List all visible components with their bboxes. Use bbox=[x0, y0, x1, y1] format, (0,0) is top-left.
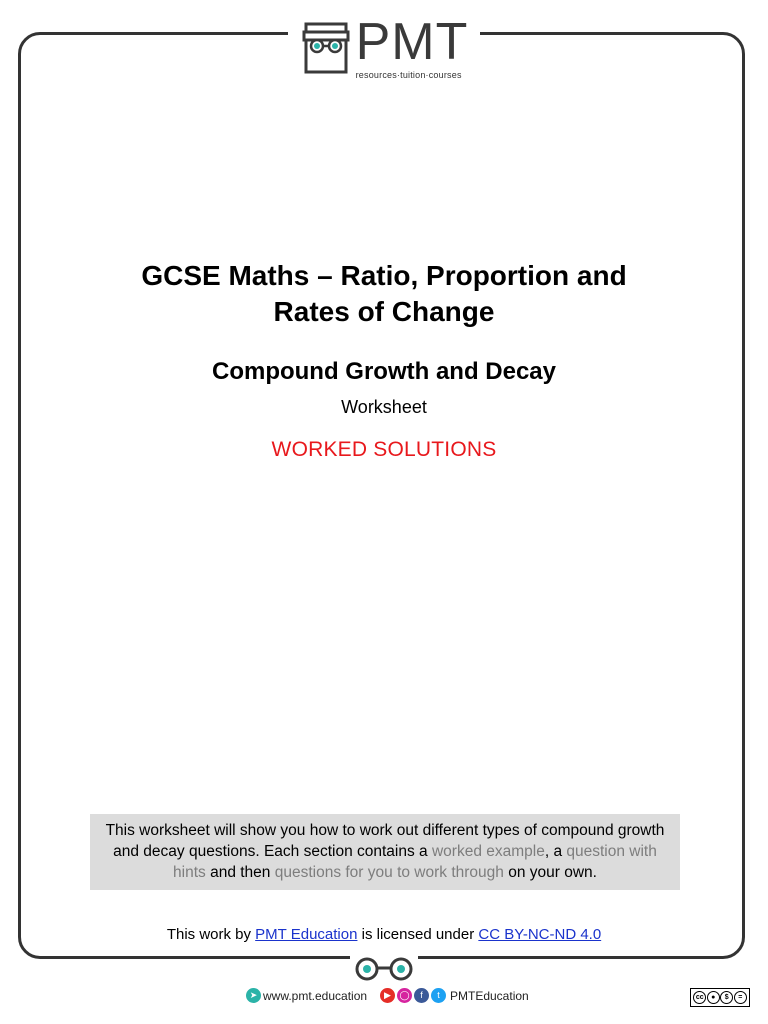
intro-box bbox=[90, 814, 680, 890]
title-line-1: GCSE Maths – Ratio, Proportion and bbox=[141, 260, 627, 291]
intro-text-3: and then bbox=[205, 864, 275, 881]
footer-social bbox=[380, 988, 529, 1003]
nd-icon: = bbox=[734, 991, 747, 1004]
cc-license-link[interactable]: CC BY-NC-ND 4.0 bbox=[478, 926, 602, 943]
by-icon: ● bbox=[707, 991, 720, 1004]
document-type: Worksheet bbox=[341, 397, 427, 417]
youtube-icon[interactable]: ▶ bbox=[380, 988, 395, 1003]
topic-subtitle: Compound Growth and Decay bbox=[211, 358, 556, 385]
pmt-logo bbox=[288, 14, 480, 80]
license-line bbox=[0, 926, 768, 943]
nc-icon: $ bbox=[720, 991, 733, 1004]
social-handle: PMTEducation bbox=[450, 988, 529, 1003]
twitter-icon[interactable]: t bbox=[431, 988, 446, 1003]
worked-solutions-label: WORKED SOLUTIONS bbox=[271, 438, 497, 461]
title-line-2: Rates of Change bbox=[273, 296, 495, 327]
license-middle: is licensed under bbox=[357, 926, 479, 943]
cc-by-nc-nd-badge-icon[interactable] bbox=[690, 988, 750, 1007]
pmt-education-link[interactable]: PMT Education bbox=[255, 926, 358, 943]
intro-text-4: on your own. bbox=[503, 864, 597, 881]
questions-through-highlight: questions for you to work through bbox=[274, 864, 504, 881]
glasses-icon bbox=[350, 956, 418, 982]
logo-wordmark: PMT bbox=[355, 13, 469, 71]
intro-text-2: , a bbox=[544, 843, 567, 860]
instagram-icon[interactable]: ◯ bbox=[397, 988, 412, 1003]
page-title bbox=[0, 258, 768, 330]
website-url[interactable]: www.pmt.education bbox=[263, 988, 368, 1003]
book-glasses-icon bbox=[300, 20, 352, 76]
cc-icon: cc bbox=[693, 991, 706, 1004]
footer bbox=[0, 988, 768, 1010]
worked-example-highlight: worked example bbox=[431, 843, 545, 860]
facebook-icon[interactable]: f bbox=[414, 988, 429, 1003]
question-hints-highlight: question with hints bbox=[173, 843, 657, 881]
logo-tagline: resources·tuition·courses bbox=[355, 70, 462, 80]
cursor-icon: ➤ bbox=[246, 988, 261, 1003]
license-prefix: This work by bbox=[166, 926, 256, 943]
intro-text-1: This worksheet will show you how to work out different types of compound growth and decay questions. Each section contains a bbox=[105, 822, 665, 860]
footer-website[interactable] bbox=[246, 988, 367, 1003]
